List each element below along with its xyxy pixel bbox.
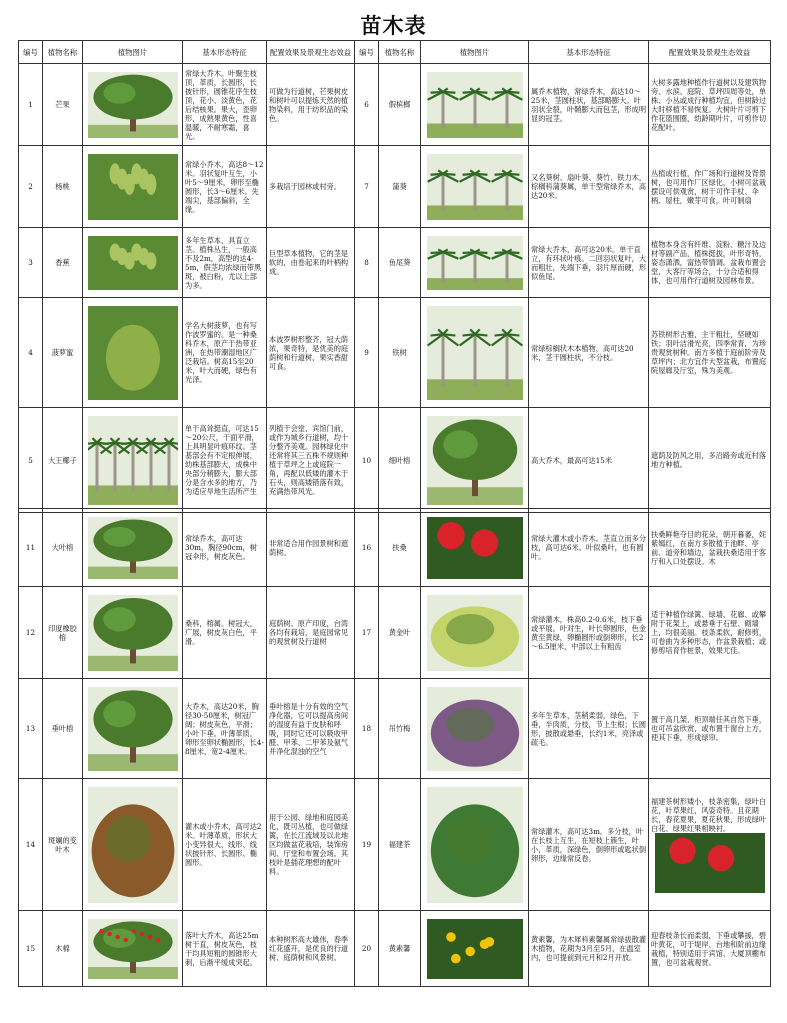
plant-photo-cell [83,779,183,911]
plant-number: 15 [19,911,43,987]
plant-effect-text: 丛植或行植，作广场和行道树及背景树，也可用作厂区绿化，小树可盆栽摆设可供观赏，树干可作手杖、伞柄、屋柱，嫩芽可食，叶可制扇 [651,168,767,205]
header-number: 编号 [19,41,43,64]
plant-number: 19 [355,779,379,911]
plant-effect [267,911,355,987]
plant-number: 20 [355,911,379,987]
plant-effect [267,146,355,228]
plant-traits: 多年生草本，具直立茎。植株丛生，一般高不及2m，高型的达4-5m，假茎均浓绿而带黑斑，被白粉，尤以上部为多。 [183,228,267,298]
plant-number: 1 [19,64,43,146]
plant-effect [267,587,355,679]
plant-table-upper [18,40,771,513]
plant-effect [267,509,355,587]
plant-name: 印度橡胶榕 [43,587,83,679]
plant-number: 18 [355,679,379,779]
plant-photo-cell [421,298,529,408]
plant-photo-cell [421,679,529,779]
plant-number: 8 [355,228,379,298]
table-row [19,298,771,408]
alexander-palm-photo [427,72,523,138]
plant-effect-text: 植物本身含有纤维、淀粉、糖汁及边材等副产品，植株挺拔，叶形奇特，姿态潇洒，富热带情调。盆栽布置会堂，大客厅等场合，十分合适和得体，也可用作行道树及园林布景。 [651,240,767,285]
plant-effect-text: 庭荫树。原产印度，台湾各均有栽培，是庭园常见的观赏树及行道树 [269,619,349,646]
plant-effect-text: 用于公园、绿地和庭园美化，既可丛植，也可做绿篱，在长江流域及以北地区均做盆花栽培，装饰房间、厅堂和布置会场。其枝叶是插花理想的配叶料。 [269,813,349,876]
table-row [19,779,771,911]
header-traits: 基本形态特征 [529,41,649,64]
rubber-fig-photo [88,595,178,671]
carambola-photo [88,154,178,220]
primrose-jasmine-photo [427,919,523,979]
plant-effect [649,911,771,987]
plant-number: 11 [19,509,43,587]
header-plant-name: 植物名称 [379,41,421,64]
plant-photo-cell [83,408,183,513]
header-effect: 配置效果及景观生态效益 [267,41,355,64]
header-plant-name: 植物名称 [43,41,83,64]
wandering-jew-photo [427,687,523,771]
plant-effect [267,779,355,911]
plant-number: 2 [19,146,43,228]
plant-effect-text: 垂叶榕是十分有效的空气净化器，它可以提高房间的湿度有益于皮肤和呼吸，同时它还可以吸收甲醛、甲苯、二甲苯及氨气并净化混浊的空气 [269,701,349,756]
ficus-microcarpa-photo [427,416,523,505]
plant-effect [649,228,771,298]
plant-traits: 常绿大乔木，高可达20米。单干直立，有环状叶痕。二回羽状复叶，大而粗壮，先端下垂，羽片厚而硬，形似鱼尾。 [529,228,649,298]
mango-tree-photo [88,72,178,138]
plant-effect [649,64,771,146]
plant-effect-text: 巨型草本植物，它的茎是软的，由卷起来的叶柄构成。 [269,249,349,276]
table-row [19,228,771,298]
plant-name: 假槟榔 [379,64,421,146]
plant-name: 斑斓的变叶木 [43,779,83,911]
plant-effect-text: 适于种植作绿篱、绿墙、花廊、或攀附于花架上，或悬垂于石壁、砌墙上，均很美丽。枝条柔软，耐修剪，可卷曲为多种形态，作盆景栽植；或修剪培育作桩景，效果尤佳。 [651,610,767,655]
plant-number: 7 [355,146,379,228]
plant-effect [649,146,771,228]
plant-effect-text: 置于高几架、柜顶端任其自然下垂，也可吊盆欣赏，或布置于窗台上方，使其下垂，形成绿帘。 [651,715,767,742]
plant-name: 福建茶 [379,779,421,911]
table-row [19,587,771,679]
fukien-tea-photo [427,787,523,903]
plant-number: 9 [355,298,379,408]
plant-photo-cell [421,64,529,146]
plant-name: 香蕉 [43,228,83,298]
plant-traits: 单干高耸挺直，可达15～20公尺，干面平滑，上具明显叶痕环纹。茎基部会有不定根伸展，幼株基部膨大，成株中央部分稍膨大，膨大部分是含水多的地方，乃为适应旱地生活所产生 [183,408,267,513]
plant-photo-cell [83,146,183,228]
plant-name: 蒲葵 [379,146,421,228]
header-plant-photo: 植物图片 [83,41,183,64]
plant-photo-cell [83,228,183,298]
plant-effect-text: 苏铁树形古雅，主干粗壮，坚硬如铁；羽叶洁滑光亮，四季常青，为珍贵观赏树种。南方多植于庭前阶旁及草坪内；北方宜作大型盆栽，布置庭院屋廊及厅室，殊为美观。 [651,330,767,375]
plant-effect [649,587,771,679]
table-row [19,146,771,228]
plant-number: 12 [19,587,43,679]
plant-number: 16 [355,509,379,587]
plant-name: 大王椰子 [43,408,83,513]
plant-name: 鱼尾葵 [379,228,421,298]
plant-traits: 学名大树菠萝，也有写作波罗蜜的。是一种桑科乔木，原产于热带亚洲，在热带潮湿地区广泛栽培。树高15至20米，叶大而硬，绿色有光泽。 [183,298,267,408]
plant-number: 3 [19,228,43,298]
plant-effect [649,509,771,587]
plant-number: 5 [19,408,43,513]
header-number: 编号 [355,41,379,64]
plant-photo-cell [421,228,529,298]
plant-effect [649,679,771,779]
plant-effect [267,228,355,298]
plant-photo-cell [83,509,183,587]
plant-effect [649,779,771,911]
plant-name: 黄素馨 [379,911,421,987]
plant-effect-text: 本种树形高大雄伟，春季红花盛开，是优良的行道树、庭荫树和风景树。 [269,935,349,962]
fishtail-palm-photo [427,236,523,290]
page-title: 苗木表 [360,13,427,38]
plant-photo-cell [421,146,529,228]
plant-traits: 又名葵树、扇叶葵、葵竹、铁力木，棕榈科蒲葵属，单干型常绿乔木，高达20米。 [529,146,649,228]
plant-number: 17 [355,587,379,679]
plant-number: 10 [355,408,379,513]
golden-dewdrop-photo [427,595,523,671]
plant-traits: 常绿小乔木，高达8～12米。羽状复叶互生，小叶5～9厘米，卵形至椭圆形，长3～6厘米。先端尖，基部偏斜，全缘。 [183,146,267,228]
chinese-fan-palm-photo [427,154,523,220]
plant-effect-text: 扶桑鲜艳夺目的花朵，朝开暮萎，姹紫嫣红，在南方多散植于池畔、亭前、道旁和墙边，盆栽扶桑适用于客厅和入口处摆设。木 [651,529,767,566]
header-plant-photo: 植物图片 [421,41,529,64]
plant-number: 6 [355,64,379,146]
plant-effect [267,408,355,513]
plant-number: 13 [19,679,43,779]
plant-traits: 常绿灌木，高可达3m。多分枝，叶在长枝上互生，在短枝上簇生，叶小，革质，深绿色，倒卵形或匙状倒卵形，边缘常反卷。 [529,779,649,911]
plant-traits: 高大乔木，最高可达15米 [529,408,649,513]
hibiscus-photo [427,517,523,579]
croton-photo [88,787,178,903]
plant-effect [267,64,355,146]
plant-traits: 常绿棕榈状木本植物，高可达20米，茎干圆柱状，不分枝。 [529,298,649,408]
plant-effect-text: 大树多露地种植作行道树以及建筑物旁、水滨、庭院、草坪四周等处，单株、小丛或成行种植均宜，但树龄过大时移植不易恢复。大树叶片可剪下作花篮围圈，幼龄期叶片，可剪作切花配叶。 [651,77,767,132]
plant-photo-cell [421,587,529,679]
plant-traits: 常绿大乔木。叶聚生枝顶，革质，长圆形，长披针形，圆锥花序生枝顶，花小、淡黄色，花后结核果。果大，歪卵形，成熟果黄色，性喜温暖，不耐寒霜，喜光。 [183,64,267,146]
plant-name: 细叶榕 [379,408,421,513]
royal-palm-photo [88,416,178,505]
plant-traits: 常绿灌木，株高0.2-0.6米，枝下垂或平展。叶对生，叶长卵圆形，色金黄至黄绿，卵椭圆形或倒卵形，长2～6.5厘米，中部以上有粗齿 [529,587,649,679]
plant-name: 芒果 [43,64,83,146]
plant-effect-text: 可做为行道树，芒果树皮和树叶可以提炼天然的植物染料，用于纺织品的染色。 [269,86,349,123]
plant-traits: 常绿大灌木或小乔木。茎直立而多分枝，高可达6米。叶似桑叶，也有圆叶。 [529,509,649,587]
plant-traits: 多年生草本，茎稍柔弱，绿色，下垂，半肉质，分枝，节上生根；长圆形，披散或悬垂，长约1米，亮泽或疏毛。 [529,679,649,779]
plant-name: 杨桃 [43,146,83,228]
weeping-fig-photo [88,687,178,771]
plant-photo-cell [421,408,529,513]
plant-traits: 灌木或小乔木，高可达2米。叶薄革质，形状大小变异很大，线形、线状披针形、长圆形、椭圆形。 [183,779,267,911]
plant-effect [267,679,355,779]
plant-effect-text: 遮荫及防风之用，多沿路旁或近村落地方种植。 [651,451,767,469]
plant-traits: 落叶大乔木，高达25m树干直，树皮灰色，枝干均具短粗的圆锥形大刺，后渐平缓成突起。 [183,911,267,987]
plant-traits: 属乔木植物，常绿乔木，高达10～25米，茎圆柱状，基部略膨大。叶羽状全裂，叶鞘膨大而包茎，形成明显的冠茎。 [529,64,649,146]
plant-photo-cell [421,509,529,587]
camellia-flower-photo [655,833,765,893]
plant-name: 吊竹梅 [379,679,421,779]
plant-effect [267,298,355,408]
banana-photo [88,236,178,290]
header-traits: 基本形态特征 [183,41,267,64]
plant-effect [649,298,771,408]
table-row [19,679,771,779]
plant-effect [649,408,771,513]
plant-number: 4 [19,298,43,408]
plant-traits: 黄素馨，为木犀科素馨属常绿拔散灌木植物，花期为3月至5月，在温室内，也可提前到元月和2月开放。 [529,911,649,987]
plant-traits: 大乔木，高达20米，胸径30-50厘米，树冠广阔；树皮灰色，平滑；小叶下垂。叶薄革质，卵形至卵状椭圆形，长4-8厘米，宽2-4厘米。 [183,679,267,779]
plant-name: 铁树 [379,298,421,408]
plant-effect-text: 本波罗树形整齐，冠大荫浓，果奇特，是优美的庭荫树和行道树，果实香甜可食。 [269,334,349,371]
plant-traits: 桑科，榕属。树冠大，广展，树皮灰白色，平滑。 [183,587,267,679]
plant-effect-text: 迎春枝条长而柔弱，下垂或攀援，碧叶黄花，可于堤岸、台地和阶前边缘栽植，特别适用于宾馆、大厦顶棚布置，也可盆栽观赏。 [651,930,767,967]
plant-photo-cell [421,779,529,911]
table-row [19,64,771,146]
plant-photo-cell [83,911,183,987]
plant-effect-text: 多栽培于园林或村旁。 [269,182,341,191]
plant-photo-cell [83,64,183,146]
plant-name: 菠萝蜜 [43,298,83,408]
table-row [19,911,771,987]
plant-traits: 常绿乔木，高可达30m，胸径90cm，树冠伞形，树皮灰色。 [183,509,267,587]
table-row [19,408,771,513]
big-leaf-banyan-photo [88,517,178,579]
plant-name: 黄金叶 [379,587,421,679]
plant-effect-text: 列植于会堂、宾馆门前，或作为城乡行道树，均十分整齐美观。园林绿化中还常将其三五株不规则种植于草坪之上或庭院一角，再配以低矮的灌木于石头，则高矮错落有致，充满热带风光。 [269,424,349,496]
plant-effect-text: 福建茶树形矮小，枝条密集，绿叶白花，叶草果红，风姿奇特。且花期长，春花夏果，夏花秋果，形成绿叶白花、绿果红果相映衬。 [651,796,767,833]
cycad-photo [427,306,523,400]
plant-photo-cell [83,587,183,679]
table-row [19,509,771,587]
jackfruit-photo [88,306,178,400]
plant-photo-cell [83,679,183,779]
plant-name: 木棉 [43,911,83,987]
plant-photo-cell [421,911,529,987]
plant-name: 大叶榕 [43,509,83,587]
plant-table-lower [18,508,771,987]
header-effect: 配置效果及景观生态效益 [649,41,771,64]
plant-photo-cell [83,298,183,408]
kapok-tree-photo [88,919,178,979]
plant-number: 14 [19,779,43,911]
header-row [19,41,771,64]
plant-name: 扶桑 [379,509,421,587]
plant-name: 垂叶榕 [43,679,83,779]
plant-effect-text: 非常适合用作园景树和遮荫树。 [269,538,349,557]
